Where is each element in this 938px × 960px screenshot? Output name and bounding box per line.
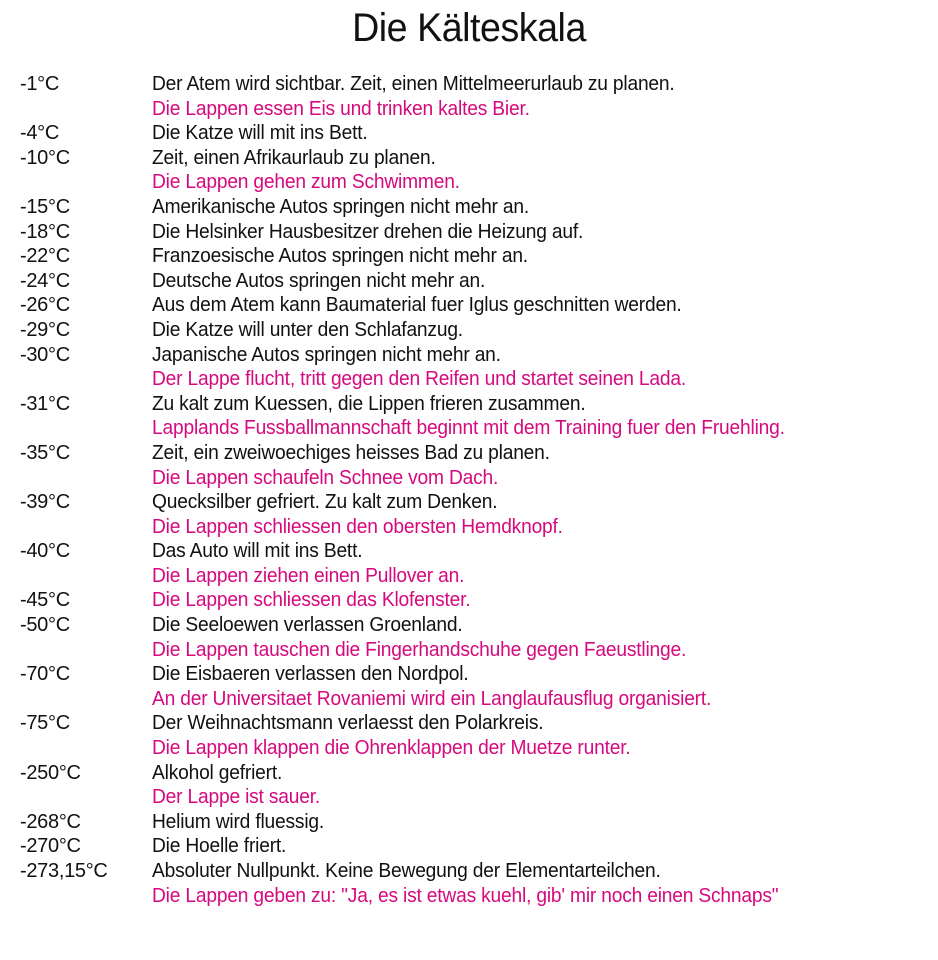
lappen-note: Die Lappen schliessen das Klofenster. xyxy=(152,589,471,612)
list-item xyxy=(20,539,930,564)
cold-scale-list xyxy=(20,72,930,908)
lappen-note: Die Lappen klappen die Ohrenklappen der Muetze runter. xyxy=(152,737,631,760)
temperature-label: -250°C xyxy=(20,761,81,784)
effect-text: Alkohol gefriert. xyxy=(152,761,283,784)
effect-text: Japanische Autos springen nicht mehr an. xyxy=(152,343,501,366)
list-item xyxy=(20,564,930,589)
effect-text: Die Helsinker Hausbesitzer drehen die Heizung auf. xyxy=(152,220,584,243)
list-item xyxy=(20,170,930,195)
effect-text: Zeit, ein zweiwoechiges heisses Bad zu planen. xyxy=(152,441,550,464)
list-item xyxy=(20,515,930,540)
temperature-label: -70°C xyxy=(20,663,70,686)
list-item xyxy=(20,711,930,736)
list-item xyxy=(20,220,930,245)
list-item xyxy=(20,269,930,294)
effect-text: Zu kalt zum Kuessen, die Lippen frieren zusammen. xyxy=(152,392,586,415)
lappen-note: Die Lappen geben zu: "Ja, es ist etwas kuehl, gib' mir noch einen Schnaps" xyxy=(152,884,779,907)
effect-text: Die Katze will unter den Schlafanzug. xyxy=(152,318,463,341)
effect-text: Die Seeloewen verlassen Groenland. xyxy=(152,614,463,637)
effect-text: Die Eisbaeren verlassen den Nordpol. xyxy=(152,663,469,686)
list-item xyxy=(20,490,930,515)
effect-text: Amerikanische Autos springen nicht mehr an. xyxy=(152,195,530,218)
list-item xyxy=(20,195,930,220)
effect-text: Zeit, einen Afrikaurlaub zu planen. xyxy=(152,146,436,169)
list-item xyxy=(20,97,930,122)
list-item xyxy=(20,293,930,318)
page-title: Die Kälteskala xyxy=(352,6,586,50)
temperature-label: -270°C xyxy=(20,835,81,858)
temperature-label: -1°C xyxy=(20,73,60,95)
effect-text: Der Weihnachtsmann verlaesst den Polarkreis. xyxy=(152,712,544,735)
temperature-label: -273,15°C xyxy=(20,860,108,882)
lappen-note: An der Universitaet Rovaniemi wird ein Langlaufausflug organisiert. xyxy=(152,687,712,710)
list-item xyxy=(20,416,930,441)
list-item xyxy=(20,687,930,712)
temperature-label: -18°C xyxy=(20,220,70,243)
temperature-label: -24°C xyxy=(20,269,70,292)
list-item xyxy=(20,859,930,884)
temperature-label: -40°C xyxy=(20,540,70,563)
list-item xyxy=(20,318,930,343)
list-item xyxy=(20,441,930,466)
temperature-label: -31°C xyxy=(20,392,70,415)
list-item xyxy=(20,146,930,171)
temperature-label: -10°C xyxy=(20,146,70,169)
effect-text: Absoluter Nullpunkt. Keine Bewegung der Elementarteilchen. xyxy=(152,860,661,882)
effect-text: Das Auto will mit ins Bett. xyxy=(152,540,363,563)
lappen-note: Die Lappen gehen zum Schwimmen. xyxy=(152,171,460,194)
list-item xyxy=(20,244,930,269)
list-item xyxy=(20,884,930,909)
list-item xyxy=(20,834,930,859)
effect-text: Die Katze will mit ins Bett. xyxy=(152,122,368,145)
temperature-label: -29°C xyxy=(20,318,70,341)
effect-text: Franzoesische Autos springen nicht mehr an. xyxy=(152,245,528,268)
lappen-note: Die Lappen tauschen die Fingerhandschuhe gegen Faeustlinge. xyxy=(152,638,687,661)
list-item xyxy=(20,72,930,97)
temperature-label: -45°C xyxy=(20,589,70,612)
lappen-note: Lapplands Fussballmannschaft beginnt mit dem Training fuer den Fruehling. xyxy=(152,417,785,440)
lappen-note: Der Lappe flucht, tritt gegen den Reifen und startet seinen Lada. xyxy=(152,368,687,391)
list-item xyxy=(20,810,930,835)
temperature-label: -268°C xyxy=(20,810,81,833)
list-item xyxy=(20,121,930,146)
temperature-label: -26°C xyxy=(20,294,70,317)
temperature-label: -30°C xyxy=(20,343,70,366)
list-item xyxy=(20,466,930,491)
list-item xyxy=(20,392,930,417)
temperature-label: -4°C xyxy=(20,122,60,145)
effect-text: Die Hoelle friert. xyxy=(152,835,287,858)
list-item xyxy=(20,367,930,392)
list-item xyxy=(20,343,930,368)
list-item xyxy=(20,638,930,663)
list-item xyxy=(20,785,930,810)
effect-text: Helium wird fluessig. xyxy=(152,810,325,833)
list-item xyxy=(20,736,930,761)
temperature-label: -22°C xyxy=(20,245,70,268)
lappen-note: Die Lappen essen Eis und trinken kaltes Bier. xyxy=(152,97,530,120)
effect-text: Quecksilber gefriert. Zu kalt zum Denken. xyxy=(152,491,498,514)
temperature-label: -39°C xyxy=(20,491,70,514)
list-item xyxy=(20,588,930,613)
temperature-label: -50°C xyxy=(20,614,70,637)
lappen-note: Die Lappen schaufeln Schnee vom Dach. xyxy=(152,466,499,489)
temperature-label: -35°C xyxy=(20,441,70,464)
effect-text: Aus dem Atem kann Baumaterial fuer Iglus geschnitten werden. xyxy=(152,294,682,317)
temperature-label: -15°C xyxy=(20,195,70,218)
lappen-note: Die Lappen ziehen einen Pullover an. xyxy=(152,564,465,587)
lappen-note: Der Lappe ist sauer. xyxy=(152,786,320,809)
list-item xyxy=(20,662,930,687)
list-item xyxy=(20,761,930,786)
effect-text: Der Atem wird sichtbar. Zeit, einen Mittelmeerurlaub zu planen. xyxy=(152,73,675,95)
temperature-label: -75°C xyxy=(20,712,70,735)
lappen-note: Die Lappen schliessen den obersten Hemdknopf. xyxy=(152,515,563,538)
list-item xyxy=(20,613,930,638)
effect-text: Deutsche Autos springen nicht mehr an. xyxy=(152,269,486,292)
